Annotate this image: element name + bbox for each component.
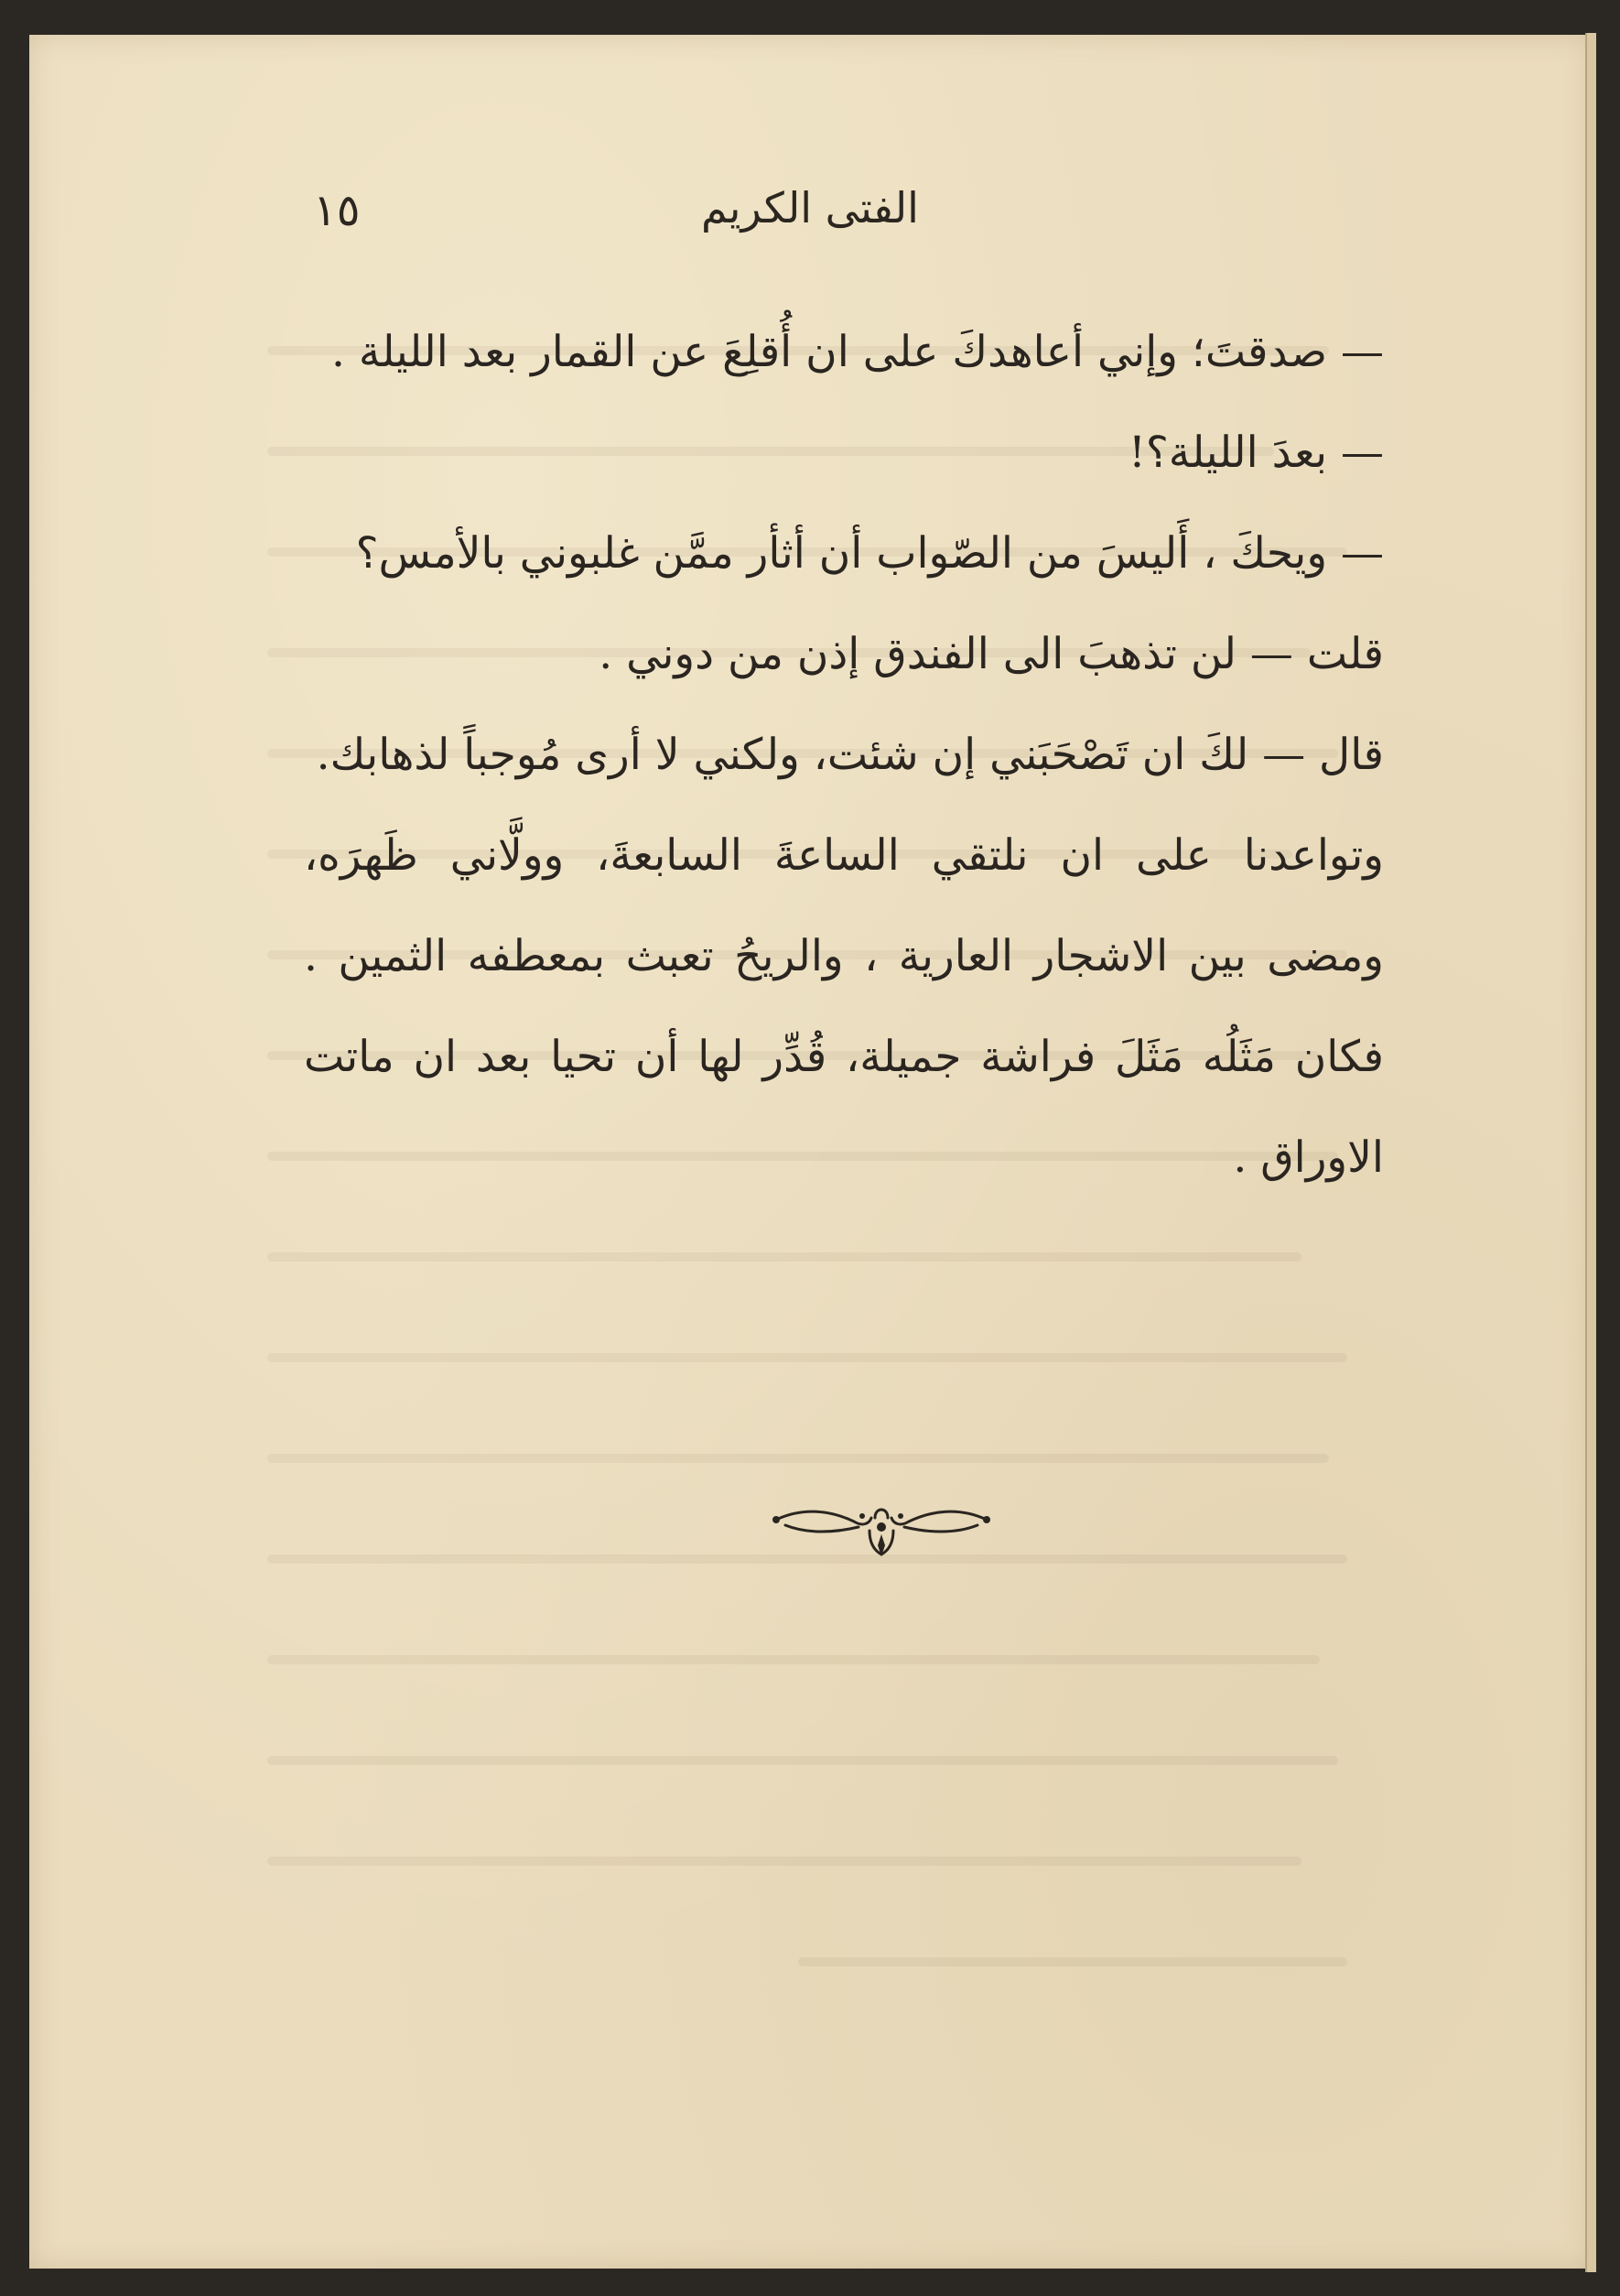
running-title: الفتى الكريم bbox=[701, 183, 919, 233]
paragraph-3: — ويحكَ ، أَليسَ من الصّواب أن أثأر ممَّن غلبوني بالأمس؟ bbox=[355, 528, 1384, 579]
page-edge bbox=[1585, 33, 1596, 2272]
paragraph-1: — صدقتَ؛ وإني أعاهدكَ على ان أُقلِعَ عن القمار بعد الليلة . bbox=[331, 327, 1384, 377]
paragraph-5: قال — لكَ ان تَصْحَبَني إن شئت، ولكني لا أرى مُوجباً لذهابك. bbox=[316, 730, 1384, 780]
paragraph-2: — بعدَ الليلة؟! bbox=[1128, 428, 1384, 478]
paragraph-6: وتواعدنا على ان نلتقي الساعةَ السابعةَ، وولَّاني ظَهرَه، ومضى بين الاشجار العارية ، والريحُ تعبث بمعطفه الثمين . فكان مَثَلُه مَثَلَ فراشة جميلة، قُدِّر لها أن تحيا بعد ان ماتت الاوراق . bbox=[304, 830, 1384, 1183]
body-text bbox=[304, 302, 1384, 1208]
paragraph-4: قلت — لن تذهبَ الى الفندق إذن من دوني . bbox=[599, 629, 1384, 679]
floral-divider-icon bbox=[767, 1490, 996, 1564]
page-number: ١٥ bbox=[313, 185, 361, 236]
book-page bbox=[29, 35, 1591, 2269]
page-header bbox=[29, 183, 1591, 265]
